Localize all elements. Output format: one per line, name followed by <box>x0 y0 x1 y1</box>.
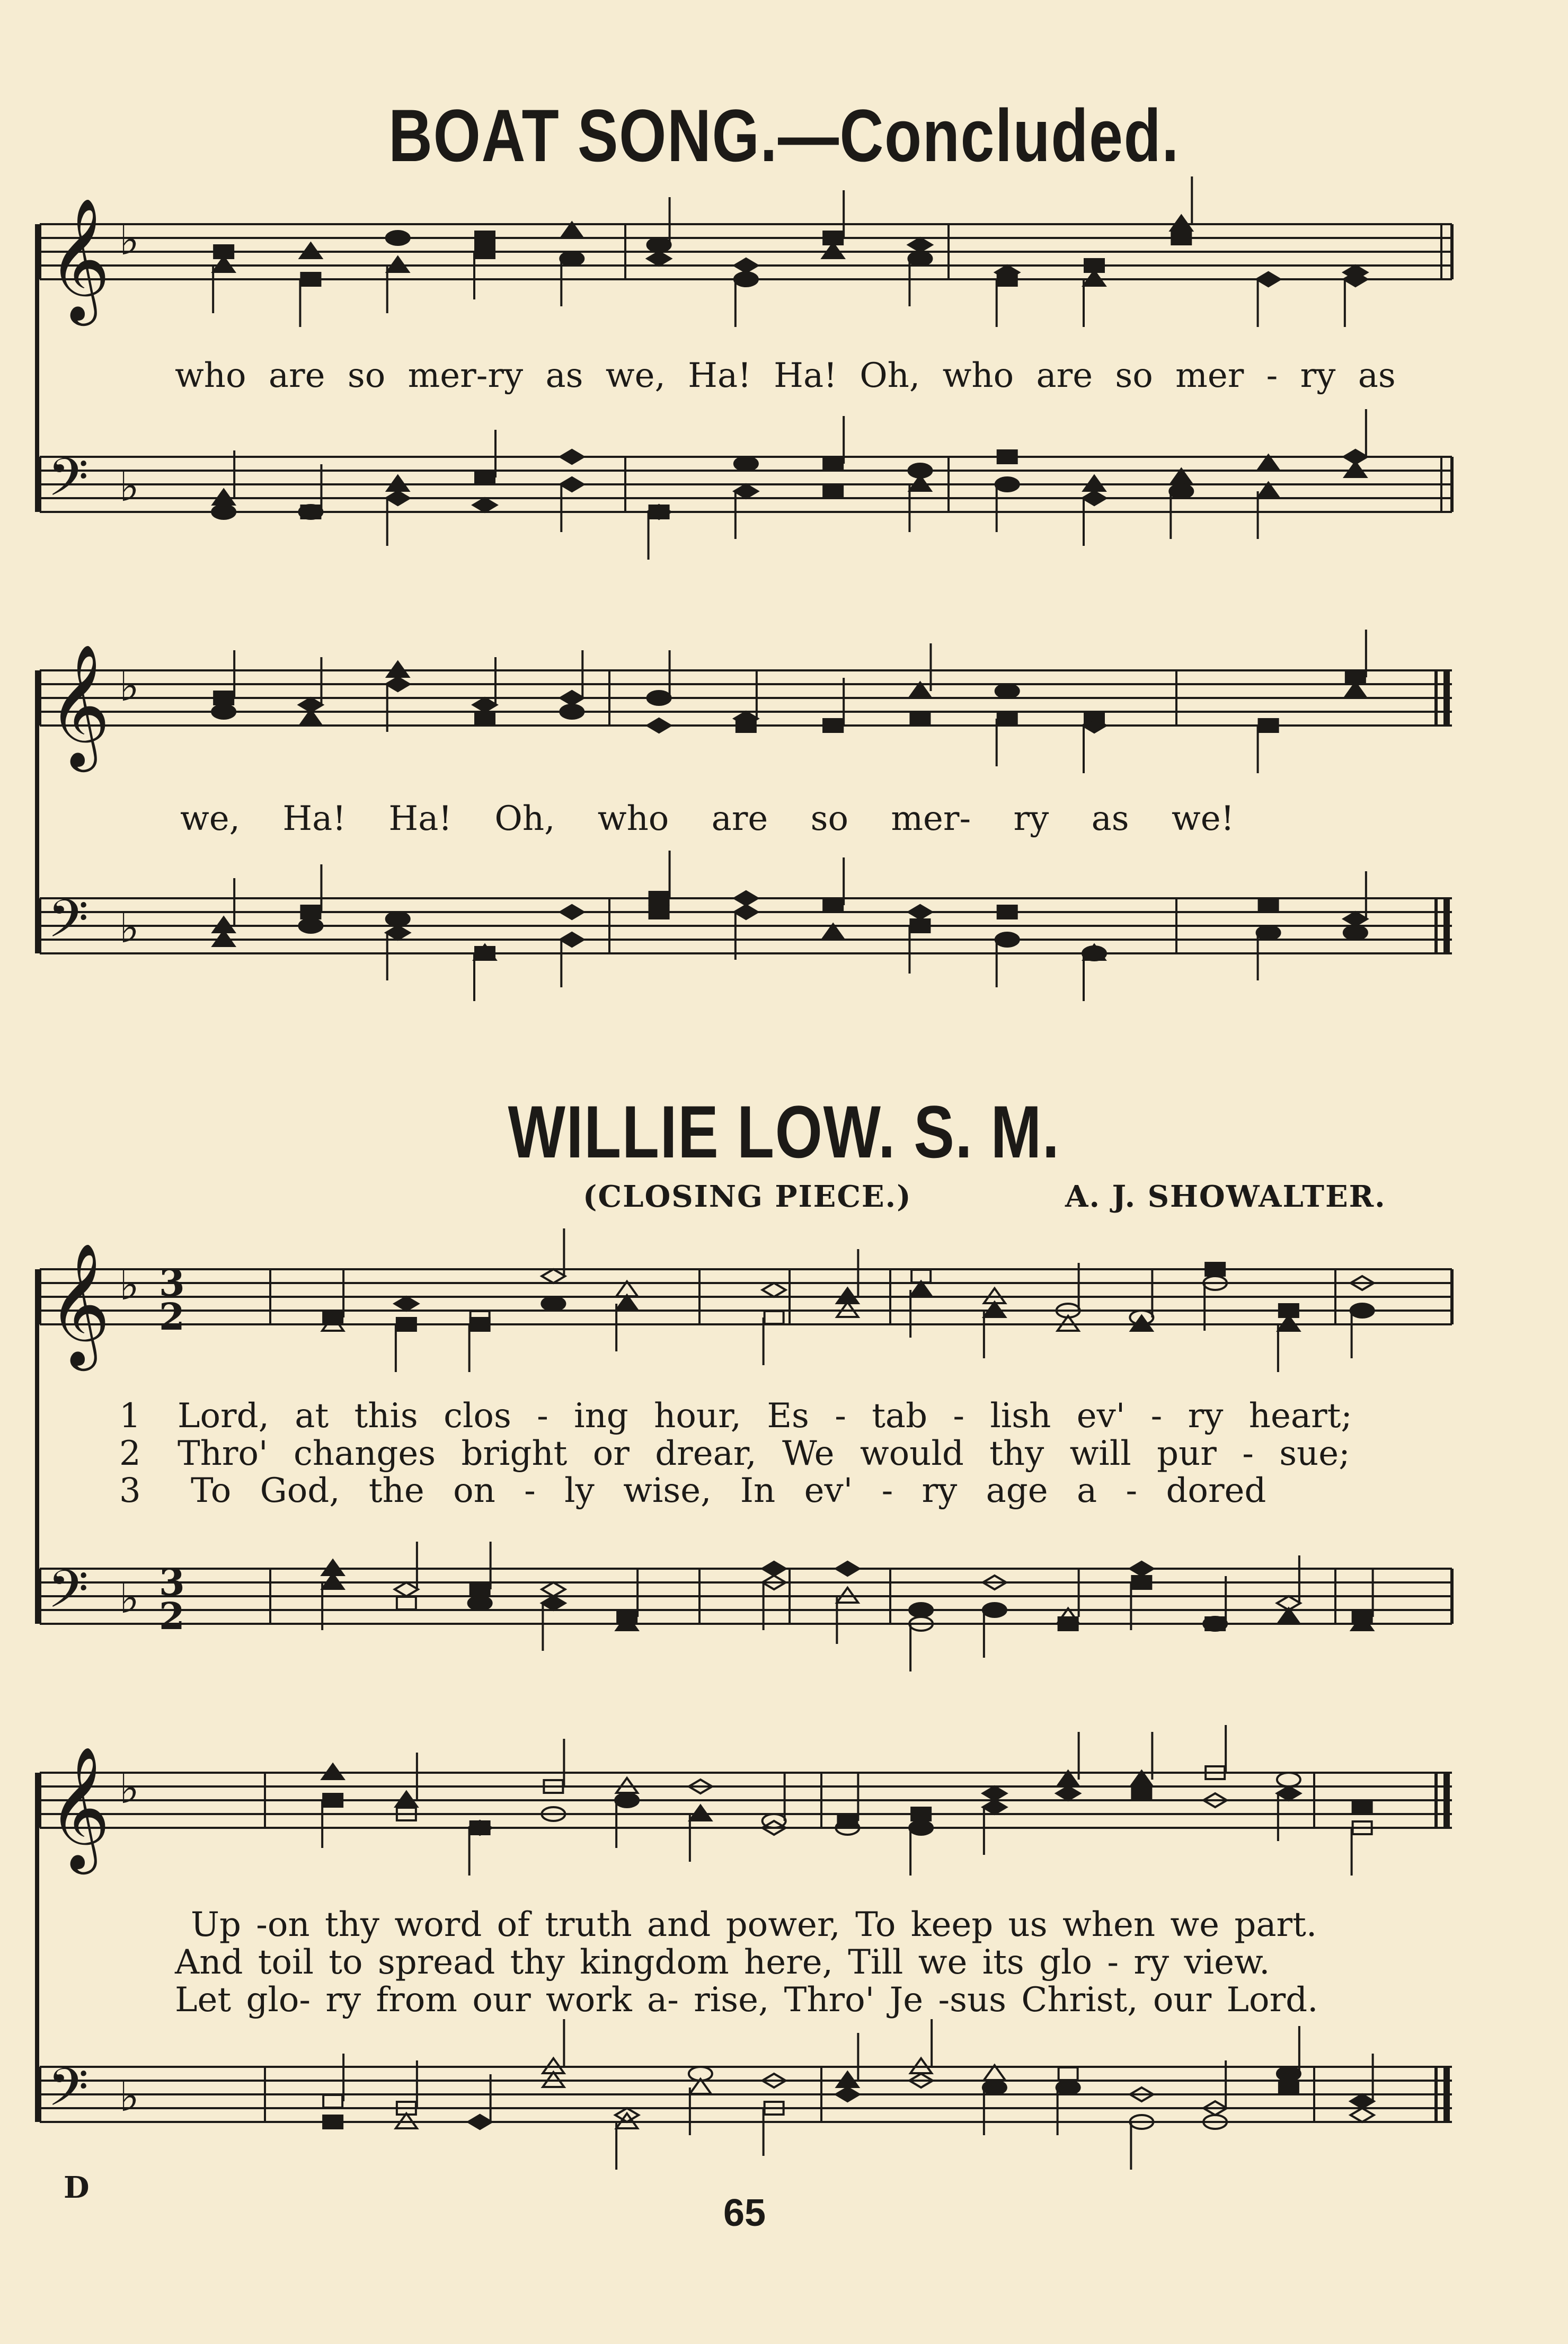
verse-1-line-1: Lord, at this clos - ing hour, Es - tab - lish ev' - ry heart; <box>178 1396 1352 1436</box>
boat-lyrics-line-1: who are so mer-ry as we, Ha! Ha! Oh, who are so mer - ry as <box>175 356 1396 395</box>
verse-2-line-1: Thro' changes bright or drear, We would thy will pur - sue; <box>178 1434 1350 1473</box>
note-head <box>468 2115 492 2129</box>
note-head <box>1057 2081 1080 2094</box>
note-head <box>1351 2094 1374 2108</box>
note-head <box>836 1562 859 1576</box>
note-head <box>1351 1304 1374 1317</box>
note-head <box>648 719 671 732</box>
bass-clef-icon: 𝄢 <box>48 889 89 962</box>
note-head <box>650 906 669 918</box>
flat-icon: ♭ <box>119 462 139 511</box>
note-head <box>1351 2108 1374 2122</box>
treble-clef-icon: 𝄞 <box>48 1242 111 1366</box>
note-head <box>560 450 583 464</box>
treble-clef-icon: 𝄞 <box>48 197 111 321</box>
note-head <box>471 1583 490 1596</box>
boat-lyrics-line-2: we, Ha! Ha! Oh, who are so mer- ry as we! <box>180 799 1235 838</box>
signature-mark: D <box>64 2170 90 2205</box>
note-head <box>734 891 758 905</box>
verse-2-line-2: And toil to spread thy kingdom here, Till we its glo - ry view. <box>175 1943 1270 1982</box>
note-head <box>998 273 1017 286</box>
note-head <box>823 485 843 498</box>
note-head <box>765 1311 784 1324</box>
note-head <box>1344 926 1367 940</box>
note-head <box>648 252 671 266</box>
page-number: 65 <box>723 2192 766 2234</box>
treble-clef-icon: 𝄞 <box>48 643 111 767</box>
note-head <box>386 926 410 940</box>
flat-icon: ♭ <box>119 2072 139 2121</box>
note-head <box>650 892 669 905</box>
note-head <box>468 1596 492 1610</box>
note-head <box>763 1283 786 1297</box>
note-head <box>983 1800 1006 1814</box>
note-head <box>1344 912 1367 926</box>
note-head <box>386 677 410 691</box>
bass-clef-icon: 𝄢 <box>48 2057 89 2131</box>
note-head <box>560 933 583 947</box>
note-head <box>386 912 410 926</box>
note-head <box>998 712 1017 725</box>
note-head <box>648 691 671 705</box>
note-head <box>397 1318 416 1331</box>
note-head <box>1083 491 1106 505</box>
willie-low-title: WILLIE LOW. S. M. <box>508 1090 1060 1173</box>
note-head <box>1277 1786 1300 1800</box>
note-head <box>542 1297 565 1311</box>
flat-icon: ♭ <box>119 661 139 711</box>
note-head <box>1130 1562 1153 1576</box>
note-head <box>1203 1617 1227 1631</box>
verse-3-line-1: To God, the on - ly wise, In ev' - ry age a - dored <box>191 1471 1266 1510</box>
note-head <box>397 1597 416 1609</box>
note-head <box>836 2088 859 2101</box>
note-head <box>983 1786 1006 1800</box>
willie-low-subtitle: (CLOSING PIECE.) <box>583 1179 912 1214</box>
note-head <box>909 1603 933 1617</box>
note-head <box>615 1793 639 1807</box>
note-head <box>910 712 929 725</box>
note-head <box>1059 1617 1078 1630</box>
note-head <box>542 1582 565 1596</box>
note-head <box>1259 899 1278 912</box>
note-head <box>763 1562 786 1576</box>
note-head <box>542 1269 565 1283</box>
verse-number: 3 <box>119 1471 141 1510</box>
note-head <box>1172 232 1191 244</box>
boat-song-title: BOAT SONG.—Concluded. <box>388 94 1180 177</box>
note-head <box>911 1808 931 1820</box>
note-head <box>734 905 758 919</box>
note-head <box>299 919 322 933</box>
note-head <box>301 906 320 918</box>
note-head <box>734 272 758 286</box>
note-head <box>1132 1787 1151 1800</box>
note-head <box>650 506 669 518</box>
note-head <box>1279 2081 1298 2094</box>
note-head <box>1132 1576 1151 1589</box>
note-head <box>471 1318 490 1331</box>
note-head <box>1277 1773 1300 1786</box>
note-head <box>996 477 1019 491</box>
note-head <box>386 231 410 245</box>
note-head <box>1353 1801 1372 1814</box>
note-head <box>560 905 583 919</box>
bass-clef-icon: 𝄢 <box>48 447 89 521</box>
note-head <box>323 2116 342 2128</box>
note-head <box>910 919 929 932</box>
note-head <box>395 1297 418 1311</box>
note-head <box>998 906 1017 918</box>
note-head <box>395 1582 418 1596</box>
note-head <box>734 484 758 498</box>
note-head <box>214 692 233 704</box>
note-head <box>475 245 494 258</box>
note-head <box>1059 2067 1078 2080</box>
note-head <box>542 1596 565 1610</box>
note-head <box>996 684 1019 698</box>
note-head <box>471 1821 490 1834</box>
note-head <box>560 477 583 491</box>
time-signature-top: 3 <box>159 1560 185 1604</box>
note-head <box>1170 484 1193 498</box>
note-head <box>996 933 1019 947</box>
note-head <box>212 705 235 719</box>
composer-credit: A. J. SHOWALTER. <box>1065 1179 1386 1214</box>
note-head <box>1277 2067 1300 2081</box>
note-head <box>983 1603 1006 1617</box>
verse-1-line-2: Up -on thy word of truth and power, To keep us when we part. <box>191 1905 1317 1944</box>
bass-clef-icon: 𝄢 <box>48 1559 89 1633</box>
note-head <box>560 691 583 705</box>
note-head <box>909 1821 933 1835</box>
note-head <box>648 238 671 252</box>
note-head <box>323 2095 342 2108</box>
verse-3-line-2: Let glo- ry from our work a- rise, Thro' Je -sus Christ, our Lord. <box>175 1980 1318 2020</box>
flat-icon: ♭ <box>119 1260 139 1310</box>
flat-icon: ♭ <box>119 215 139 265</box>
note-head <box>475 712 494 725</box>
note-head <box>475 232 494 244</box>
note-head <box>998 450 1017 463</box>
note-head <box>473 498 497 512</box>
verse-number: 1 <box>119 1396 141 1436</box>
note-head <box>1206 1263 1225 1276</box>
note-head <box>908 238 932 252</box>
time-signature-bottom: 2 <box>159 1295 185 1339</box>
note-head <box>823 719 843 732</box>
flat-icon: ♭ <box>119 903 139 953</box>
note-head <box>823 899 843 912</box>
note-head <box>737 719 756 732</box>
note-head <box>908 252 932 266</box>
note-head <box>983 2081 1006 2094</box>
flat-icon: ♭ <box>119 1764 139 1814</box>
time-signature-bottom: 2 <box>159 1594 185 1638</box>
note-head <box>823 457 843 470</box>
note-head <box>560 252 583 266</box>
note-head <box>560 705 583 719</box>
note-head <box>301 506 320 518</box>
note-head <box>323 1794 342 1807</box>
treble-clef-icon: 𝄞 <box>48 1746 111 1869</box>
verse-number: 2 <box>119 1434 141 1473</box>
note-head <box>301 273 320 286</box>
note-head <box>386 491 410 505</box>
note-head <box>908 905 932 919</box>
note-head <box>475 471 494 484</box>
note-head <box>734 457 758 471</box>
note-head <box>1257 926 1280 940</box>
note-head <box>1057 1786 1080 1800</box>
flat-icon: ♭ <box>119 1573 139 1623</box>
note-head <box>734 259 758 272</box>
note-head <box>1259 719 1278 732</box>
note-head <box>473 698 497 712</box>
note-head <box>212 505 235 519</box>
time-signature-top: 3 <box>159 1261 185 1305</box>
note-head <box>1257 272 1280 286</box>
